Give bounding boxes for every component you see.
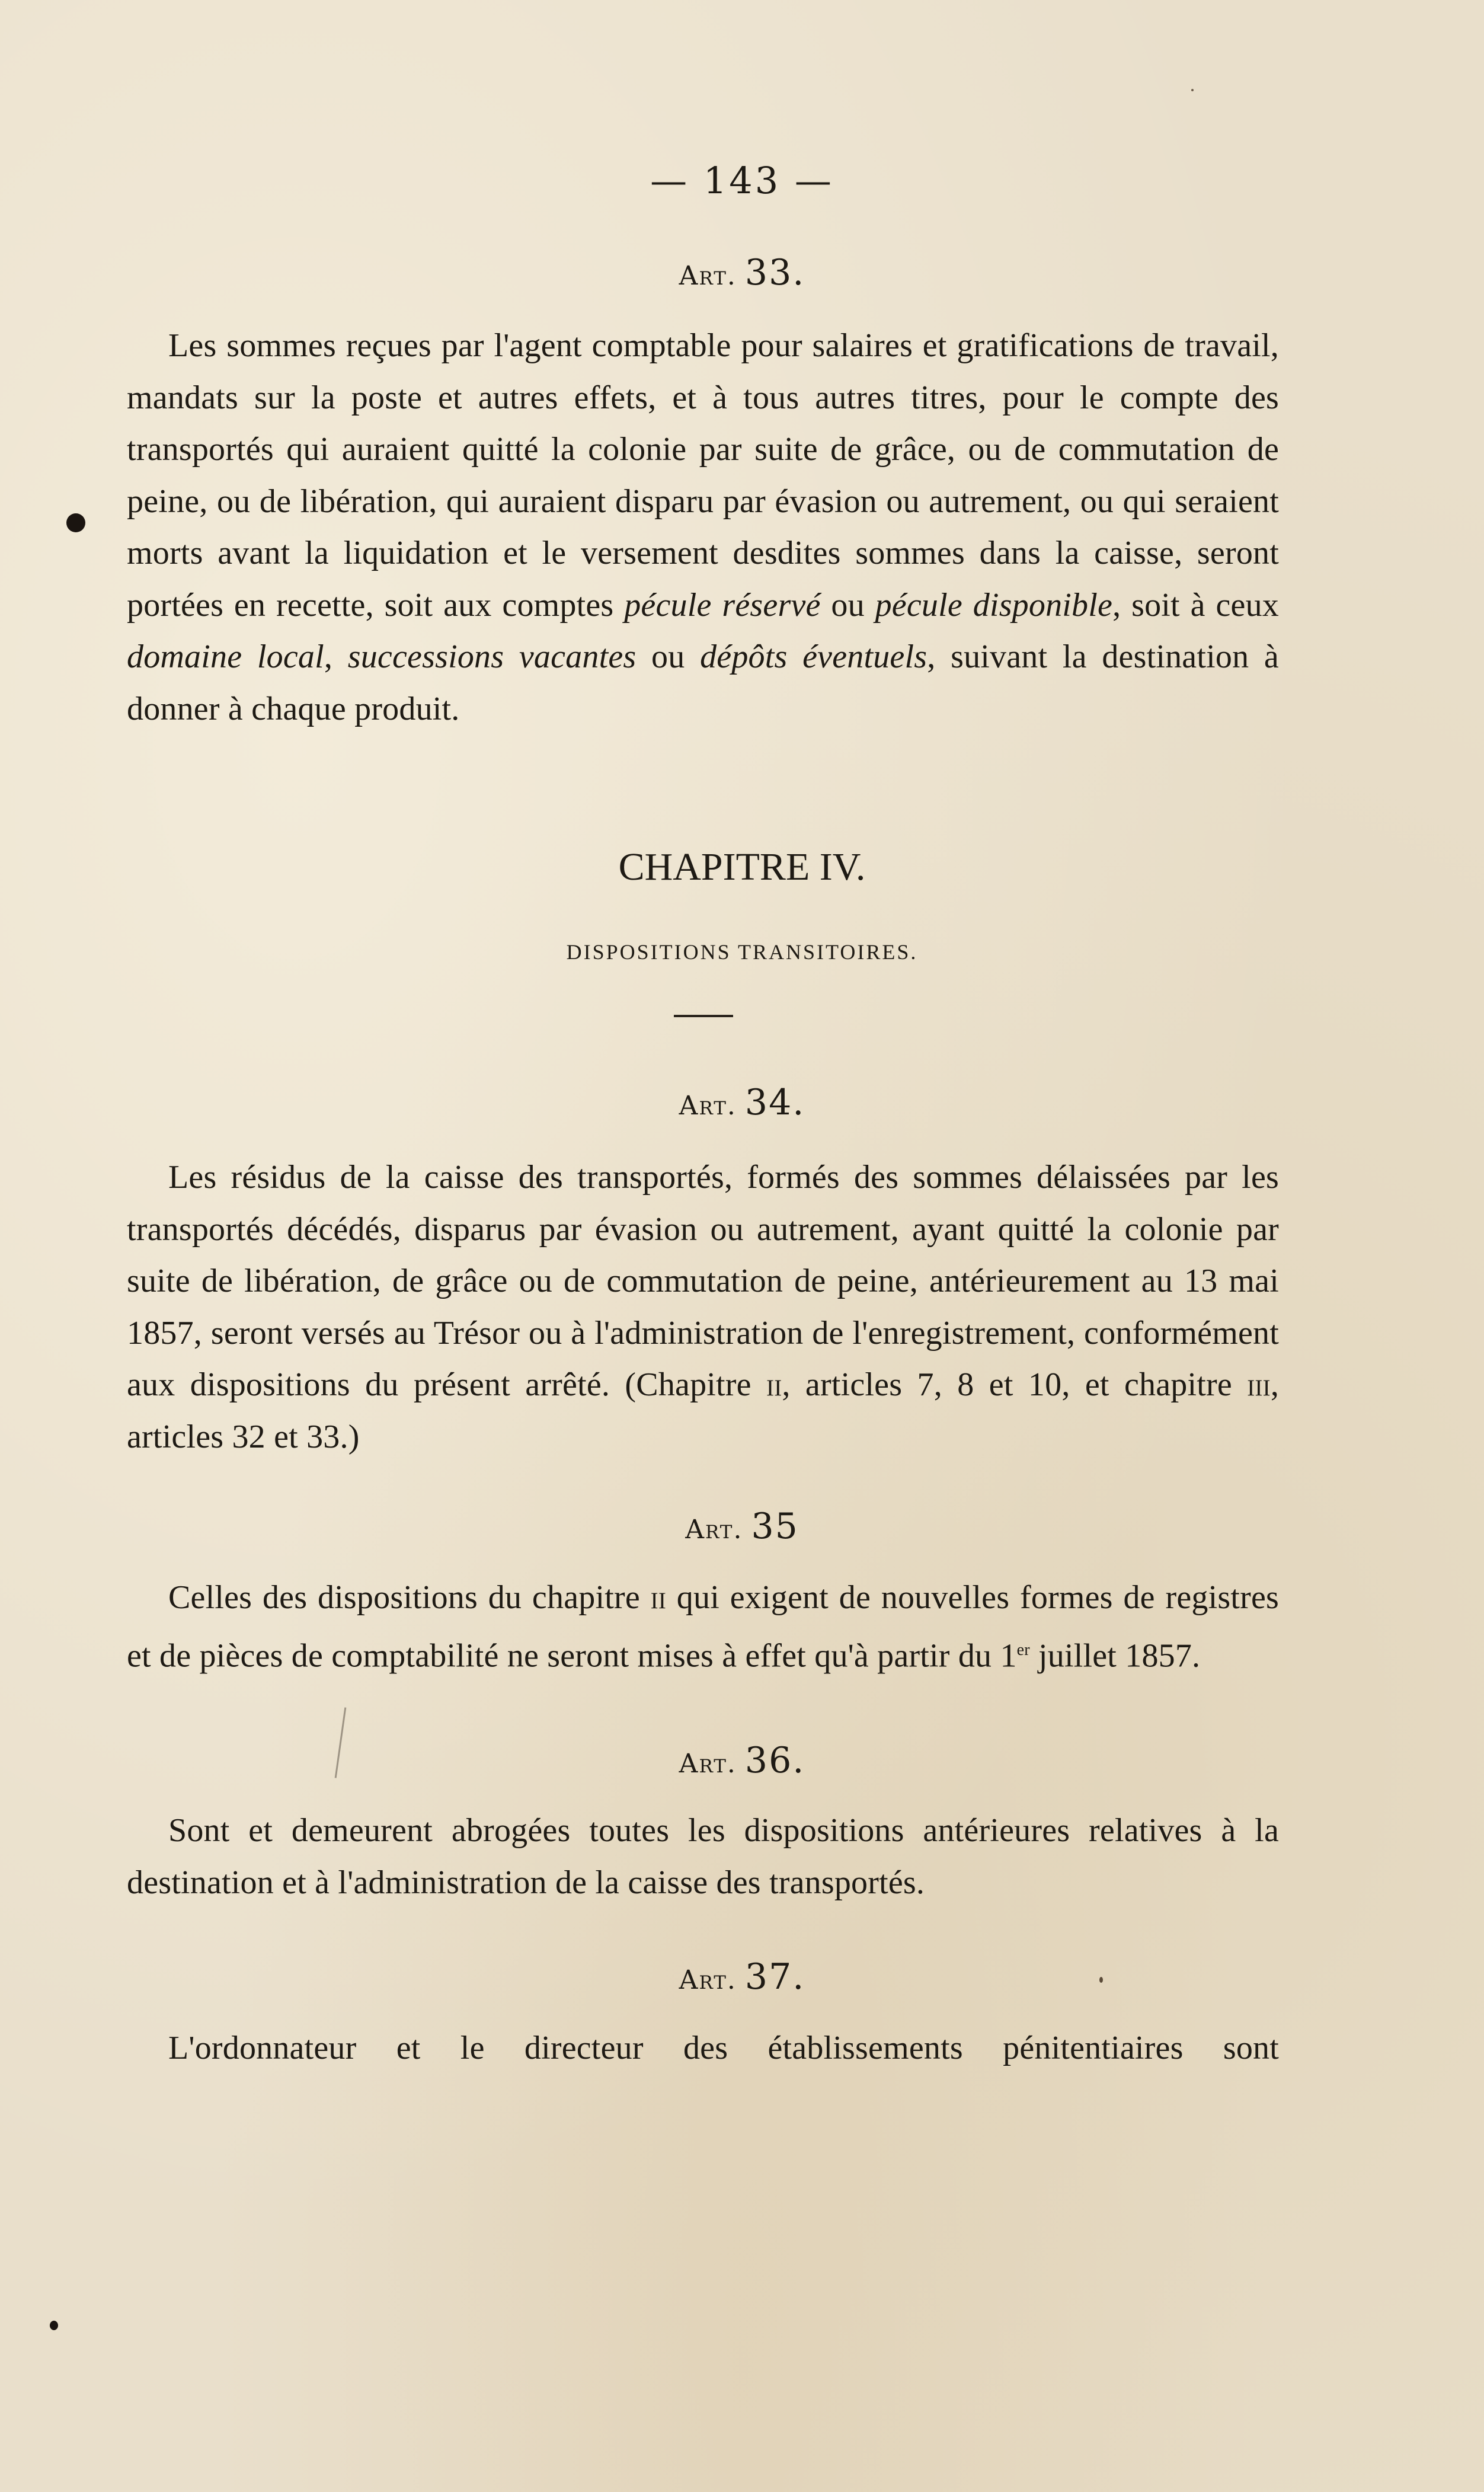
text: , articles 7, 8 et 10, et chapitre: [782, 1366, 1248, 1403]
article-number: 35: [751, 1506, 799, 1547]
text: Les résidus de la caisse des transportés, formés des sommes délaissées par les transportés décédés, disparus par évasion ou autrement, ayant quitté la colonie par suite de libération, de grâce ou de commutation de peine, antérieurement au 13 mai 1857, seront versés au Trésor ou à l'administration de l'enregistrement, conformément aux dispositions du présent arrêté. (Chapitre: [127, 1159, 1279, 1403]
roman-numeral: ii: [650, 1579, 667, 1616]
text: ,: [324, 638, 348, 675]
article-prefix: Art.: [679, 1749, 737, 1779]
italic-term: pécule disponible: [875, 586, 1113, 624]
article-prefix: Art.: [679, 1965, 737, 1995]
italic-term: dépôts éventuels: [700, 638, 928, 675]
text: juillet 1857.: [1029, 1637, 1201, 1675]
article-number: 36.: [744, 1740, 805, 1781]
article-heading-36: [0, 1740, 1484, 1781]
article-number: 34.: [744, 1082, 805, 1123]
section-divider: [674, 1015, 733, 1017]
article-number: 37.: [744, 1956, 805, 1998]
article-heading-34: [0, 1082, 1484, 1123]
roman-numeral: iii: [1247, 1366, 1271, 1403]
article-heading-35: [0, 1506, 1484, 1547]
roman-numeral: ii: [766, 1366, 782, 1403]
paper-speck: [1191, 89, 1194, 91]
text: qui exigent de nouvelles formes de registres et de pièces de comptabilité ne seront mises à effet qu'à partir du 1: [127, 1579, 1279, 1675]
text: Celles des dispositions du chapitre: [168, 1579, 651, 1616]
page-number: — 143 —: [650, 159, 834, 202]
italic-term: domaine local: [127, 638, 324, 675]
text: , articles 32 et 33.): [127, 1366, 1280, 1455]
article-34-paragraph: [127, 1152, 1279, 1463]
italic-term: successions vacantes: [347, 638, 637, 675]
chapter-title: CHAPITRE IV.: [618, 845, 866, 889]
text: Sont et demeurent abrogées toutes les dispositions antérieures relatives à la destination et à l'administration de la caisse des transportés.: [127, 1812, 1279, 1901]
ink-spot: [50, 2321, 58, 2330]
text: ou: [636, 638, 701, 675]
text: ou: [820, 586, 875, 624]
text: Les sommes reçues par l'agent comptable pour salaires et gratifications de travail, mandats sur la poste et autres effets, et à tous autres titres, pour le compte des transportés qui auraient quitté la colonie par suite de grâce, ou de commutation de peine, ou de libération, qui auraient disparu par évasion ou autrement, ou qui seraient morts avant la liquidation et le versement desdites sommes dans la caisse, seront portées en recette, soit aux comptes: [127, 327, 1279, 624]
article-37-paragraph: [127, 2023, 1279, 2075]
chapter-subtitle: DISPOSITIONS TRANSITOIRES.: [566, 940, 918, 964]
article-heading-33: [0, 252, 1484, 293]
italic-term: pécule réservé: [624, 586, 821, 624]
article-35-paragraph: [127, 1572, 1279, 1682]
text: , suivant la destination à donner à chaque produit.: [127, 638, 1279, 727]
text: , soit à ceux: [1112, 586, 1279, 624]
article-prefix: Art.: [685, 1515, 743, 1545]
article-prefix: Art.: [679, 261, 737, 291]
article-36-paragraph: [127, 1805, 1279, 1909]
article-heading-37: [0, 1956, 1484, 1998]
ink-spot: [66, 513, 85, 532]
article-33-paragraph: [127, 320, 1279, 735]
paper-speck: [1099, 1977, 1103, 1983]
text: L'ordonnateur et le directeur des établissements pénitentiaires sont: [168, 2030, 1279, 2066]
article-prefix: Art.: [679, 1091, 737, 1121]
superscript: er: [1016, 1640, 1030, 1659]
article-number: 33.: [744, 252, 805, 293]
